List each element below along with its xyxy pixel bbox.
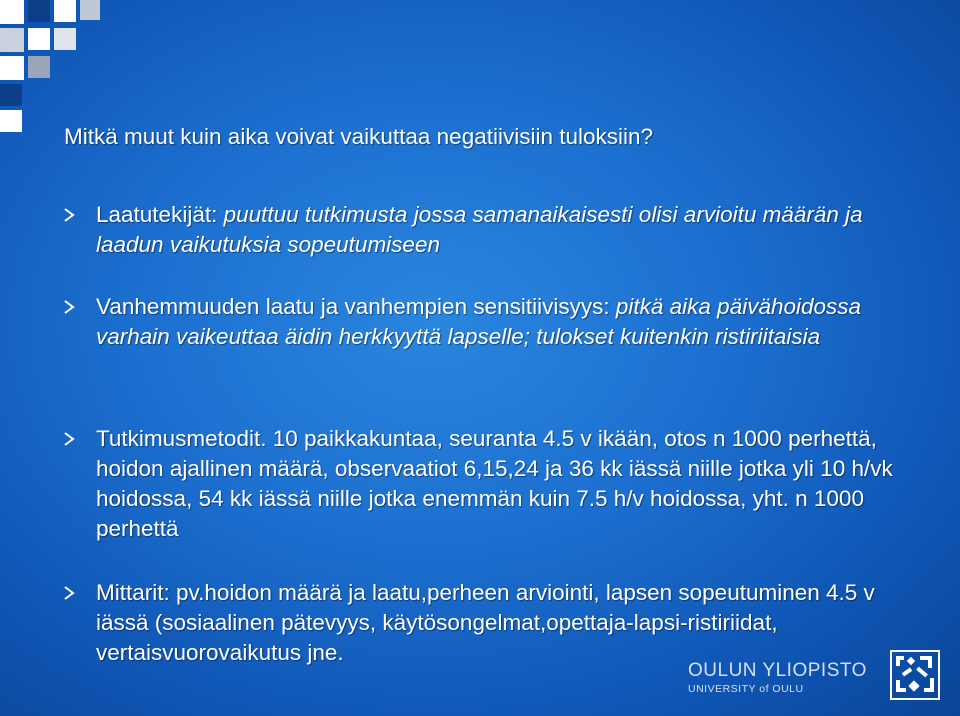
university-logo-text <box>688 660 888 695</box>
bullet-parenting-quality <box>96 292 916 352</box>
logo-name: OULUN YLIOPISTO <box>688 660 867 681</box>
logo-subtitle: UNIVERSITY of OULU <box>688 683 804 695</box>
bullet-plain-text: Mittarit: pv.hoidon määrä ja laatu,perheen arviointi, lapsen sopeutuminen 4.5 v iässä (sosiaalinen pätevyys, käytösongelmat,opettaja-lapsi-ristiriidat, vertaisvuorovaikutus jne. <box>96 580 875 665</box>
bullet-quality-factors <box>96 200 916 260</box>
bullet-measures <box>96 578 916 668</box>
arrow-bullet-icon <box>62 586 76 600</box>
bullet-plain-text: Tutkimusmetodit. 10 paikkakuntaa, seuranta 4.5 v ikään, otos n 1000 perhettä, hoidon ajallinen määrä, observaatiot 6,15,24 ja 36 kk iässä niille jotka yli 10 h/vk hoidossa, 54 kk iässä niille jotka enemmän kuin 7.5 h/v hoidossa, yht. n 1000 perhettä <box>96 426 893 541</box>
arrow-bullet-icon <box>62 208 76 222</box>
arrow-bullet-icon <box>62 432 76 446</box>
bullet-plain-text: Laatutekijät: <box>96 202 224 227</box>
university-emblem-icon <box>890 650 940 700</box>
bullet-research-methods <box>96 424 916 544</box>
slide-title: Mitkä muut kuin aika voivat vaikuttaa negatiivisiin tuloksiin? <box>64 124 654 149</box>
bullet-plain-text: Vanhemmuuden laatu ja vanhempien sensitiivisyys: <box>96 294 616 319</box>
bullet-italic-text: pitkä aika päivähoidossa varhain vaikeuttaa äidin herkkyyttä lapselle; tulokset kuitenkin ristiriitaisia <box>96 294 862 349</box>
bullet-italic-text: puuttuu tutkimusta jossa samanaikaisesti olisi arvioitu määrän ja laadun vaikutuksia sopeutumiseen <box>96 202 863 257</box>
arrow-bullet-icon <box>62 300 76 314</box>
